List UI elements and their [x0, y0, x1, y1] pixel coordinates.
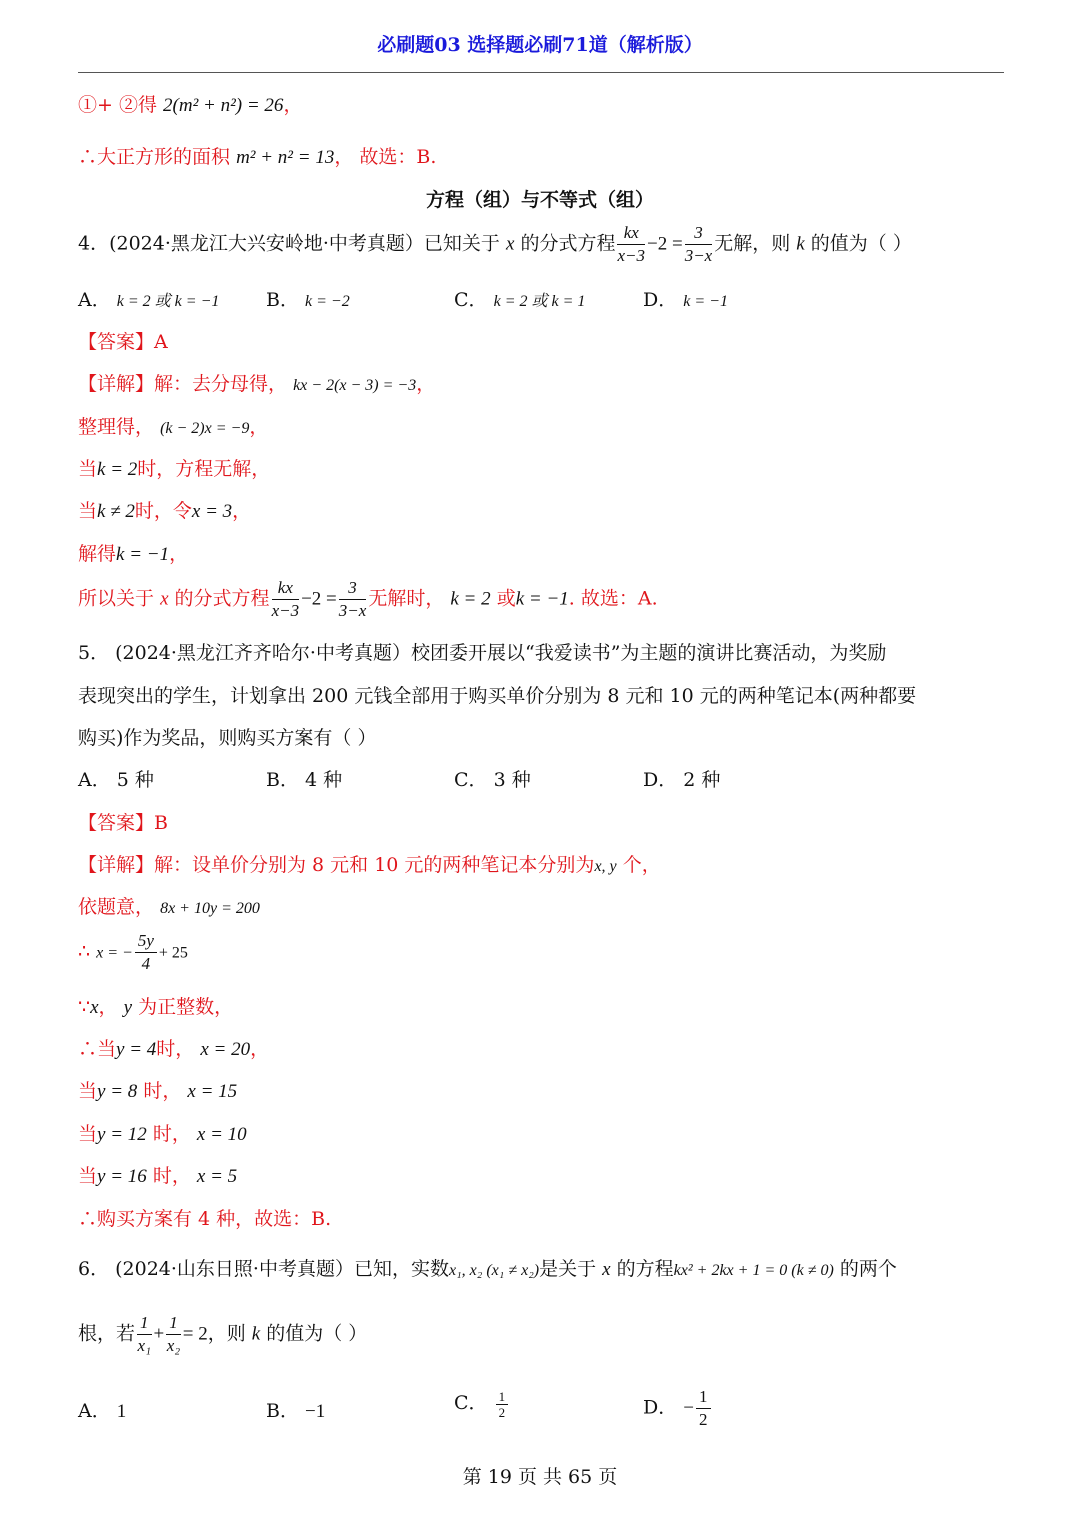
header-divider: [78, 72, 1004, 73]
math-expression: k = −1: [515, 588, 569, 610]
q5-step-7: 当y = 16 时， x = 5: [78, 1165, 238, 1187]
q5-option-a: A． 5 种: [78, 769, 154, 791]
q4-step-4: 解得k = −1，: [78, 543, 189, 565]
q5-conclusion: ∴购买方案有 4 种，故选：B.: [78, 1208, 332, 1230]
math-expression: y = 12: [97, 1124, 147, 1145]
math-expression: kx² + 2kx + 1 = 0 (k ≠ 0): [673, 1262, 834, 1279]
q4-step-3: 当k ≠ 2时，令x = 3，: [78, 500, 252, 522]
math-expression: k ≠ 2: [97, 501, 135, 522]
math-expression: (k − 2)x = −9: [160, 420, 250, 437]
q4-option-a: A． k = 2 或 k = −1: [78, 289, 220, 311]
math-expression: y = 4: [116, 1039, 157, 1060]
fraction: $\frac{1}{\text{x₂}}$: [166, 1313, 181, 1355]
q6-stem-line-2: 根，若 $\frac{1}{\text{x₁}}$ + $\frac{1}{\text{x₂}}$ = 2，则 k 的值为（ ）: [78, 1313, 368, 1355]
math-expression: x = 15: [187, 1081, 238, 1102]
fraction: $\frac{3}{3-x}$: [684, 223, 713, 265]
q5-step-5: 当y = 8 时， x = 15: [78, 1080, 238, 1102]
q4-option-c: C． k = 2 或 k = 1: [454, 289, 586, 311]
q4-option-b: B． k = −2: [266, 289, 350, 311]
q5-step-6: 当y = 12 时， x = 10: [78, 1123, 247, 1145]
fraction: $\frac{1}{\text{x₁}}$: [137, 1313, 151, 1355]
q5-step-4: ∴当y = 4时， x = 20，: [78, 1038, 270, 1060]
math-expression: m² + n² = 13: [236, 147, 335, 168]
page-footer: 第 19 页 共 65 页: [462, 1466, 618, 1488]
q5-stem-line-3: 购买)作为奖品，则购买方案有（ ）: [78, 727, 377, 749]
q4-step-1: 整理得， (k − 2)x = −9，: [78, 416, 269, 438]
q6-option-a: A． 1: [78, 1400, 127, 1422]
q5-stem-line-2: 表现突出的学生，计划拿出 200 元钱全部用于购买单价分别为 8 元和 10 元的两种笔记本(两种都要: [78, 685, 917, 707]
math-expression: kx − 2(x − 3) = −3: [293, 377, 417, 394]
math-expression: x = 5: [196, 1166, 238, 1187]
math-expression: 8x + 10y = 200: [160, 900, 260, 917]
section-title: 方程（组）与不等式（组）: [425, 189, 654, 211]
q4-option-d: D． k = −1: [643, 289, 728, 311]
prev-solution-line-2: ∴大正方形的面积 m² + n² = 13， 故选：B.: [78, 146, 437, 168]
q5-step-1: 依题意， 8x + 10y = 200: [78, 896, 260, 918]
math-expression: y = 16: [97, 1166, 147, 1187]
math-expression: x, y: [594, 858, 617, 875]
fraction: $\frac{5y}{4}$: [135, 930, 157, 975]
math-expression: 2(m² + n²) = 26: [163, 95, 284, 116]
q4-conclusion: 所以关于 x 的分式方程 $\frac{kx}{x-3}$ −2 = $\frac{3}{3-x}$ 无解时， k = 2 或k = −1. 故选：A.: [78, 578, 658, 620]
math-expression: y = 8: [97, 1081, 138, 1102]
math-expression: x = 3: [191, 501, 233, 522]
q5-step-2: ∴ x = − $\frac{5y}{4}$ + 25: [78, 931, 188, 973]
q5-option-c: C． 3 种: [454, 769, 531, 791]
math-expression: x = 20: [200, 1039, 251, 1060]
q4-detail: 【详解】解：去分母得， kx − 2(x − 3) = −3，: [78, 373, 436, 395]
fraction: $\frac{1}{2}$: [496, 1389, 509, 1420]
math-expression: k = −1: [116, 544, 170, 565]
q4-answer: 【答案】A: [78, 331, 168, 353]
q5-stem-line-1: 5． (2024·黑龙江齐齐哈尔·中考真题）校团委开展以“我爱读书”为主题的演讲比赛活动，为奖励: [78, 642, 887, 664]
math-expression: x₁, x₂ (x₁ ≠ x₂): [448, 1262, 540, 1279]
q5-step-3: ∵x， y 为正整数，: [78, 996, 234, 1018]
q5-option-d: D． 2 种: [643, 769, 721, 791]
fraction: $\frac{1}{2}$: [696, 1386, 711, 1431]
math-expression: x = 10: [196, 1124, 247, 1145]
q5-answer: 【答案】B: [78, 812, 168, 834]
q4-stem: 4．(2024·黑龙江大兴安岭地·中考真题）已知关于 x 的分式方程 $\frac{kx}{x-3}$ −2 = $\frac{3}{3-x}$ 无解，则 k 的值为（ ）: [78, 223, 912, 265]
math-expression: k = 2: [450, 588, 491, 610]
q5-option-b: B． 4 种: [266, 769, 343, 791]
q4-step-2: 当k = 2时，方程无解，: [78, 458, 271, 480]
page-header: 必刷题03 选择题必刷71道（解析版）: [377, 34, 703, 56]
fraction: $\frac{kx}{x-3}$: [271, 578, 300, 620]
prev-solution-line-1: ①+ ②得 2(m² + n²) = 26，: [78, 94, 303, 116]
q6-option-c: C． $\frac{1}{2}$: [454, 1388, 510, 1420]
math-expression: k = 2: [97, 459, 138, 480]
q6-option-b: B． −1: [266, 1400, 326, 1422]
fraction: $\frac{kx}{x-3}$: [617, 223, 646, 265]
q6-option-d: D． − $\frac{1}{2}$: [643, 1386, 713, 1431]
q6-stem-line-1: 6． (2024·山东日照·中考真题）已知，实数x₁, x₂ (x₁ ≠ x₂)是关于 x 的方程kx² + 2kx + 1 = 0 (k ≠ 0) 的两个: [78, 1258, 897, 1280]
q5-detail: 【详解】解：设单价分别为 8 元和 10 元的两种笔记本分别为x, y 个，: [78, 854, 661, 876]
fraction: $\frac{3}{3-x}$: [338, 578, 367, 620]
